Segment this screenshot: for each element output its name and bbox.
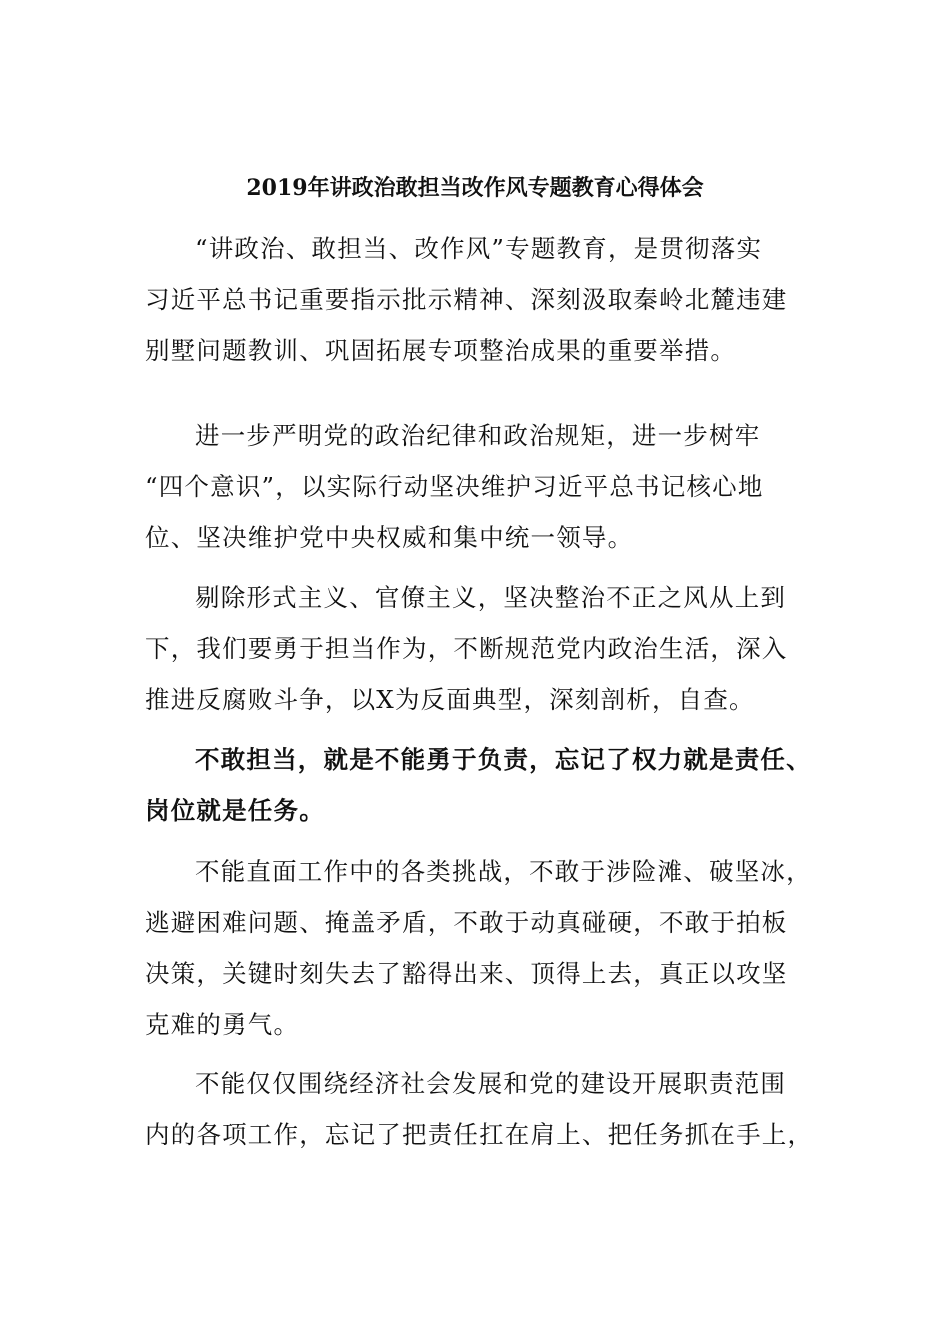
- paragraph-5: [145, 846, 815, 1050]
- paragraph-line: 别墅问题教训、巩固拓展专项整治成果的重要举措。: [145, 336, 737, 365]
- paragraph-line: “四个意识”，以实际行动坚决维护习近平总书记核心地: [145, 472, 764, 501]
- paragraph-line: 不能直面工作中的各类挑战，不敢于涉险滩、破坚冰，: [195, 857, 812, 886]
- paragraph-2: [145, 410, 815, 563]
- paragraph-line: 下，我们要勇于担当作为，不断规范党内政治生活，深入: [145, 634, 788, 663]
- paragraph-line: 岗位就是任务。: [145, 796, 325, 825]
- paragraph-line: 推进反腐败斗争，以X为反面典型，深刻剖析，自查。: [145, 685, 755, 714]
- paragraph-line: 剔除形式主义、官僚主义，坚决整治不正之风从上到: [195, 583, 787, 612]
- document-title: 2019年讲政治敢担当改作风专题教育心得体会: [246, 175, 704, 201]
- paragraph-4-emphasis: [145, 734, 815, 836]
- paragraph-line: 习近平总书记重要指示批示精神、深刻汲取秦岭北麓违建: [145, 285, 788, 314]
- paragraph-6: [145, 1058, 815, 1160]
- paragraph-line: “讲政治、敢担当、改作风”专题教育，是贯彻落实: [195, 234, 763, 263]
- paragraph-line: 内的各项工作，忘记了把责任扛在肩上、把任务抓在手上，: [145, 1120, 814, 1149]
- paragraph-line: 进一步严明党的政治纪律和政治规矩，进一步树牢: [195, 421, 761, 450]
- paragraph-line: 不敢担当，就是不能勇于负责，忘记了权力就是责任、: [195, 745, 812, 774]
- paragraph-line: 位、坚决维护党中央权威和集中统一领导。: [145, 523, 634, 552]
- paragraph-3: [145, 572, 815, 725]
- paragraph-line: 不能仅仅围绕经济社会发展和党的建设开展职责范围: [195, 1069, 787, 1098]
- paragraph-line: 决策，关键时刻失去了豁得出来、顶得上去，真正以攻坚: [145, 959, 788, 988]
- paragraph-line: 逃避困难问题、掩盖矛盾，不敢于动真碰硬，不敢于拍板: [145, 908, 788, 937]
- paragraph-1: [145, 223, 815, 376]
- paragraph-line: 克难的勇气。: [145, 1010, 300, 1039]
